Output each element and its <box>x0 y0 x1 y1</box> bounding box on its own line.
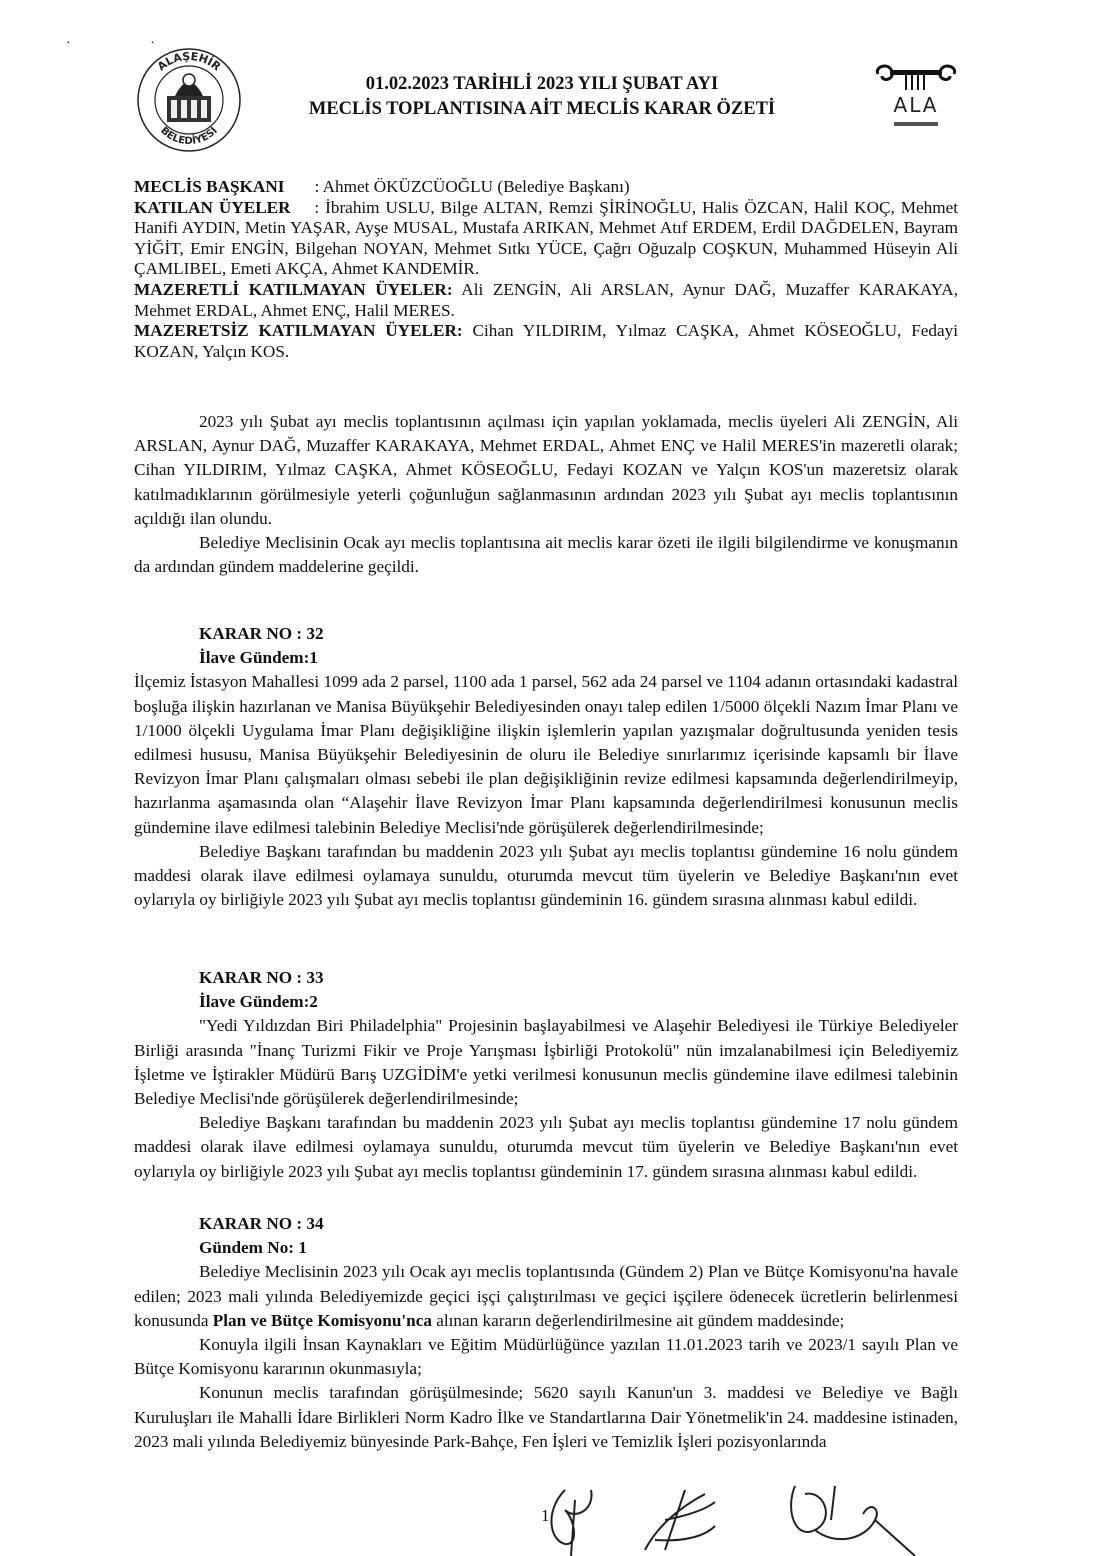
mazeretsiz-value: Cihan YILDIRIM, Yılmaz CAŞKA, Ahmet KÖSEOĞLU, Fedayi KOZAN, Yalçın KOS. <box>134 321 958 361</box>
intro-paragraph-2: Belediye Meclisinin Ocak ayı meclis toplantısına ait meclis karar özeti ile ilgili bilgilendirme ve konuşmanın da ardından gündem maddelerine geçildi. <box>134 533 958 577</box>
mazeretsiz-label: MAZERETSİZ KATILMAYAN ÜYELER: <box>134 321 463 341</box>
attendance-section <box>134 177 958 362</box>
karar-no: KARAR NO : 32 <box>199 624 324 643</box>
decision-34 <box>134 1212 958 1454</box>
karar-no: KARAR NO : 33 <box>199 968 324 987</box>
mazeretli-value: Ali ZENGİN, Ali ARSLAN, Aynur DAĞ, Muzaffer KARAKAYA, Mehmet ERDAL, Ahmet ENÇ, Halil MERES. <box>134 279 958 320</box>
gundem-label: İlave Gündem:2 <box>199 992 318 1012</box>
paragraph-text: Belediye Meclisinin 2023 yılı Ocak ayı meclis toplantısında (Gündem 2) Plan ve Bütçe Komisyonu'na havale edilen; 2023 mali yılında Belediyemizde geçici işçi çalıştırılması ve geçici işçilere ödenecek ücretlerin belirlenmesi konusunda <box>134 1262 958 1330</box>
paragraph-text: alınan kararın değerlendirilmesine ait gündem maddesinde; <box>436 1310 845 1330</box>
decision-paragraph-1: "Yedi Yıldızdan Biri Philadelphia" Projesinin başlayabilmesi ve Alaşehir Belediyesi ile Türkiye Belediyeler Birliği arasında "İnanç Turizmi Fikir ve Proje Yarışması İşbirliği Protokolü" nün imzalanabilmesi için Belediyemiz İşletme ve İştirakler Müdürü Barış UZGİDİM'e yetki verilmesi konusunun meclis gündemine ilave edilmesi talebinin Belediye Meclisi'nde görüşülerek değerlendirilmesinde; <box>134 1016 958 1109</box>
decision-paragraph-3: Konunun meclis tarafından görüşülmesinde; 5620 sayılı Kanun'un 3. maddesi ve Belediye ve Bağlı Kuruluşları ile Mahalli İdare Birlikleri Norm Kadro İlke ve Standartlarına Dair Yönetmelik'in 24. maddesine istinaden, 2023 mali yılında Belediyemiz bünyesinde Park-Bahçe, Fen İşleri ve Temizlik İşleri pozisyonlarında <box>134 1383 958 1451</box>
mazeretli-row <box>134 280 958 321</box>
gundem-label: Gündem No: 1 <box>199 1238 307 1258</box>
commission-name: Plan ve Bütçe Komisyonu'nca <box>212 1310 432 1330</box>
document-title <box>262 72 822 122</box>
ala-logo-icon <box>872 64 960 132</box>
decision-33 <box>134 966 958 1184</box>
katilan-uyeler-value: : İbrahim USLU, Bilge ALTAN, Remzi ŞİRİNOĞLU, Halis ÖZCAN, Halil KOÇ, Mehmet Hanifi AYDIN, Metin YAŞAR, Ayşe MUSAL, Mustafa ARIKAN, Mehmet Atıf ERDEM, Erdil DAĞDELEN, Bayram YİĞİT, Emir ENGİN, Bilgehan NOYAN, Mehmet Sıtkı YÜCE, Çağrı Oğuzalp COŞKUN, Muhammed Hüseyin Ali ÇAMLIBEL, Emeti AKÇA, Ahmet KANDEMİR. <box>134 197 959 279</box>
gundem-label: İlave Gündem:1 <box>199 648 318 668</box>
page-number: 1 <box>541 1506 550 1525</box>
intro-paragraph-1: 2023 yılı Şubat ayı meclis toplantısının açılması için yapılan yoklamada, meclis üyeleri Ali ZENGİN, Ali ARSLAN, Aynur DAĞ, Muzaffer KARAKAYA, Mehmet ERDAL, Ahmet ENÇ ve Halil MERES'in mazeretli olarak; Cihan YILDIRIM, Yılmaz CAŞKA, Ahmet KÖSEOĞLU, Fedayi KOZAN ve Yalçın KOS'un mazeretsiz olarak katılmadıklarının görülmesiyle yeterli çoğunluğun sağlanmasının ardından 2023 yılı Şubat ayı meclis toplantısının açıldığı ilan olundu. <box>134 412 958 528</box>
meclis-baskani-value: : Ahmet ÖKÜZCÜOĞLU (Belediye Başkanı) <box>314 177 630 196</box>
svg-text:ALA: ALA <box>893 93 939 117</box>
meclis-baskani-label: MECLİS BAŞKANI <box>134 177 285 196</box>
decision-32 <box>134 622 958 912</box>
scan-marks: · · <box>66 36 193 51</box>
intro-section <box>134 410 958 579</box>
title-line-2: MECLİS TOPLANTISINA AİT MECLİS KARAR ÖZETİ <box>308 99 776 119</box>
decision-paragraph-1 <box>134 1260 958 1333</box>
decision-paragraph-2: Konuyla ilgili İnsan Kaynakları ve Eğitim Müdürlüğünce yazılan 11.01.2023 tarih ve 2023/1 sayılı Plan ve Bütçe Komisyonu kararının okunmasıyla; <box>134 1335 958 1379</box>
decision-paragraph-2: Belediye Başkanı tarafından bu maddenin 2023 yılı Şubat ayı meclis toplantısı gündemine 17 nolu gündem maddesi olarak ilave edilmesi oylamaya sunuldu, oturumda mevcut tüm üyelerin ve Belediye Başkanı'nın evet oylarıyla oy birliğiyle 2023 yılı Şubat ayı meclis toplantısı gündeminin 17. gündem sırasına alınması kabul edildi. <box>134 1113 958 1181</box>
katilan-uyeler-label: KATILAN ÜYELER <box>134 197 291 217</box>
mazeretli-label: MAZERETLİ KATILMAYAN ÜYELER: <box>134 279 453 299</box>
decision-paragraph-2: Belediye Başkanı tarafından bu maddenin 2023 yılı Şubat ayı meclis toplantısı gündemine 16 nolu gündem maddesi olarak ilave edilmesi oylamaya sunuldu, oturumda mevcut tüm üyelerin ve Belediye Başkanı'nın evet oylarıyla oy birliğiyle 2023 yılı Şubat ayı meclis toplantısı gündeminin 16. gündem sırasına alınması kabul edildi. <box>134 841 958 910</box>
svg-text:BELEDİYESİ: BELEDİYESİ <box>158 125 220 148</box>
karar-no: KARAR NO : 34 <box>199 1214 324 1233</box>
municipality-seal-icon <box>135 46 243 154</box>
katilan-uyeler-row <box>134 198 958 280</box>
title-line-1: 01.02.2023 TARİHLİ 2023 YILI ŞUBAT AYI <box>365 74 719 94</box>
svg-text:ALAŞEHİR: ALAŞEHİR <box>154 49 224 74</box>
decision-paragraph-1: İlçemiz İstasyon Mahallesi 1099 ada 2 parsel, 1100 ada 1 parsel, 562 ada 24 parsel ve 1104 adanın ortasındaki kadastral boşluğa ilişkin hazırlanan ve Manisa Büyükşehir Belediyesinden onayı talep edilen 1/5000 ölçekli Nazım İmar Planı ve 1/1000 ölçekli Uygulama İmar Planı değişikliğine ilişkin işlemlerin yapılan yazışmalar doğrultusunda yeniden tesis edilmesi hususu, Manisa Büyükşehir Belediyesinin de oluru ile Belediye sınırlarımız içerisinde kapsamlı bir İlave Revizyon İmar Planı çalışmaları olması sebebi ile plan değişikliğinin revize edilmesi kapsamında değerlendirilmeyip, hazırlanma aşamasında olan “Alaşehir İlave Revizyon İmar Planı kapsamında değerlendirilmesi konusunun meclis gündemine ilave edilmesi talebinin Belediye Meclisi'nde görüşülerek değerlendirilmesinde; <box>134 672 958 837</box>
signatures-icon <box>535 1480 925 1556</box>
meclis-baskani-row <box>134 177 958 198</box>
mazeretsiz-row <box>134 321 958 362</box>
